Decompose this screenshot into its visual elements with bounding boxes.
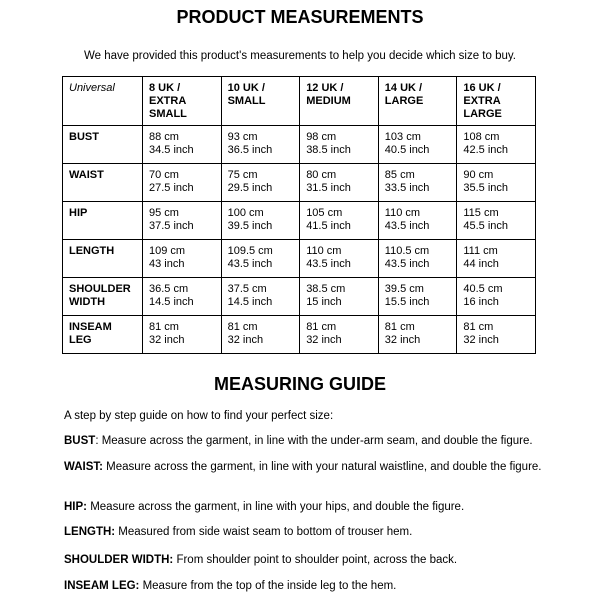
- guide-item-waist: WAIST: Measure across the garment, in line with your natural waistline, and double the figure.: [64, 461, 542, 473]
- guide-title: MEASURING GUIDE: [213, 374, 386, 394]
- table-cell: 111 cm 44 inch: [457, 240, 536, 278]
- table-cell: 103 cm 40.5 inch: [378, 126, 457, 164]
- table-cell: 81 cm 32 inch: [221, 316, 300, 354]
- table-cell: 70 cm 27.5 inch: [143, 164, 222, 202]
- table-cell: 110 cm 43.5 inch: [378, 202, 457, 240]
- table-cell: 88 cm 34.5 inch: [143, 126, 222, 164]
- table-cell: 90 cm 35.5 inch: [457, 164, 536, 202]
- corner-label: Universal: [63, 77, 143, 126]
- table-row: [63, 126, 536, 164]
- guide-intro: A step by step guide on how to find your perfect size:: [64, 410, 334, 422]
- row-label: BUST: [63, 126, 143, 164]
- table-cell: 110 cm 43.5 inch: [300, 240, 379, 278]
- table-row: [63, 240, 536, 278]
- size-table: [62, 76, 536, 354]
- table-cell: 108 cm 42.5 inch: [457, 126, 536, 164]
- table-header-row: [63, 77, 536, 126]
- table-cell: 98 cm 38.5 inch: [300, 126, 379, 164]
- table-cell: 93 cm 36.5 inch: [221, 126, 300, 164]
- column-header: 12 UK / MEDIUM: [300, 77, 379, 126]
- table-cell: 95 cm 37.5 inch: [143, 202, 222, 240]
- table-cell: 109.5 cm 43.5 inch: [221, 240, 300, 278]
- table-cell: 115 cm 45.5 inch: [457, 202, 536, 240]
- guide-item-inseam-leg: INSEAM LEG: Measure from the top of the inside leg to the hem.: [64, 580, 397, 592]
- row-label: SHOULDER WIDTH: [63, 278, 143, 316]
- table-cell: 37.5 cm 14.5 inch: [221, 278, 300, 316]
- guide-item-shoulder-width: SHOULDER WIDTH: From shoulder point to shoulder point, across the back.: [64, 554, 458, 566]
- table-cell: 109 cm 43 inch: [143, 240, 222, 278]
- guide-item-bust: BUST: Measure across the garment, in line with the under-arm seam, and double the figure.: [64, 435, 533, 447]
- table-cell: 105 cm 41.5 inch: [300, 202, 379, 240]
- column-header: 8 UK / EXTRA SMALL: [143, 77, 222, 126]
- table-cell: 110.5 cm 43.5 inch: [378, 240, 457, 278]
- table-cell: 100 cm 39.5 inch: [221, 202, 300, 240]
- table-row: [63, 202, 536, 240]
- table-cell: 81 cm 32 inch: [300, 316, 379, 354]
- guide-item-hip: HIP: Measure across the garment, in line with your hips, and double the figure.: [64, 501, 465, 513]
- table-cell: 80 cm 31.5 inch: [300, 164, 379, 202]
- table-row: [63, 164, 536, 202]
- row-label: INSEAM LEG: [63, 316, 143, 354]
- table-cell: 81 cm 32 inch: [457, 316, 536, 354]
- column-header: 14 UK / LARGE: [378, 77, 457, 126]
- table-cell: 36.5 cm 14.5 inch: [143, 278, 222, 316]
- intro-text: We have provided this product's measurements to help you decide which size to buy.: [84, 50, 516, 62]
- table-cell: 75 cm 29.5 inch: [221, 164, 300, 202]
- row-label: WAIST: [63, 164, 143, 202]
- row-label: LENGTH: [63, 240, 143, 278]
- table-row: [63, 316, 536, 354]
- column-header: 16 UK / EXTRA LARGE: [457, 77, 536, 126]
- guide-item-length: LENGTH: Measured from side waist seam to bottom of trouser hem.: [64, 526, 413, 538]
- column-header: 10 UK / SMALL: [221, 77, 300, 126]
- table-cell: 85 cm 33.5 inch: [378, 164, 457, 202]
- table-cell: 81 cm 32 inch: [143, 316, 222, 354]
- table-row: [63, 278, 536, 316]
- table-cell: 81 cm 32 inch: [378, 316, 457, 354]
- table-cell: 38.5 cm 15 inch: [300, 278, 379, 316]
- page-title: PRODUCT MEASUREMENTS: [176, 7, 424, 27]
- table-cell: 39.5 cm 15.5 inch: [378, 278, 457, 316]
- table-cell: 40.5 cm 16 inch: [457, 278, 536, 316]
- row-label: HIP: [63, 202, 143, 240]
